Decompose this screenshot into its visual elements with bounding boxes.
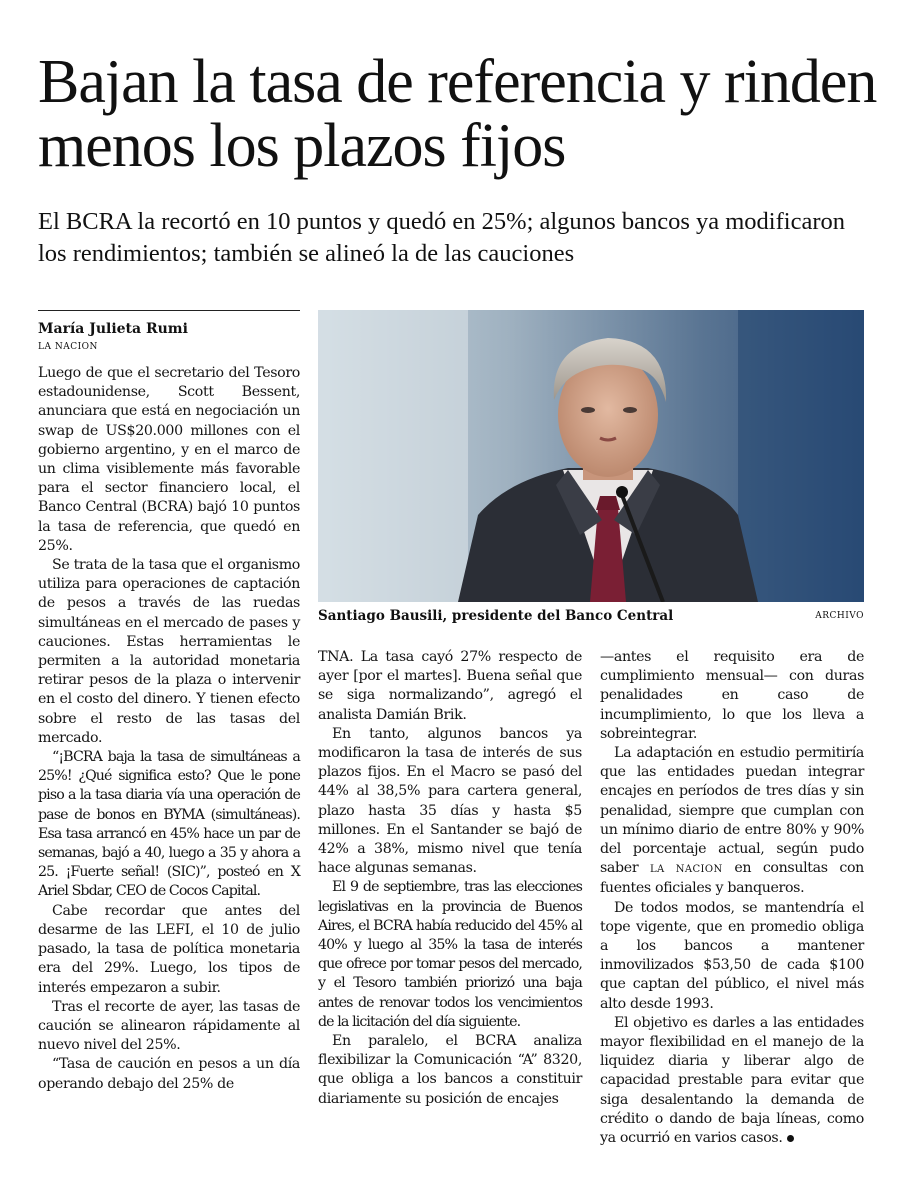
- article-column-2: [318, 648, 582, 1109]
- photo-caption: Santiago Bausili, presidente del Banco Central: [318, 608, 674, 624]
- article-paragraph: TNA. La tasa cayó 27% respecto de ayer [por el martes]. Buena señal que se siga normalizando”, agregó el analista Damián Brik.: [318, 649, 582, 723]
- article-paragraph: Tras el recorte de ayer, las tasas de caución se alinearon rápidamente al nuevo nivel del 25%.: [38, 998, 300, 1054]
- article-paragraph: El 9 de septiembre, tras las elecciones legislativas en la provincia de Buenos Aires, el BCRA había reducido del 45% al 40% y luego al 35% la tasa de interés que ofrece por tomar pesos del mercado, y el Tesoro también priorizó una baja antes de renovar todos los vencimientos de la licitación del día siguiente.: [318, 879, 582, 1030]
- article-column-1: [38, 364, 300, 1094]
- news-photo: [318, 310, 864, 602]
- author-name: María Julieta Rumi: [38, 321, 188, 337]
- article-paragraph: “¡BCRA baja la tasa de simultáneas a 25%! ¿Qué significa esto? Que le pone piso a la tasa diaria vía una operación de pase de bonos en BYMA (simultáneas). Esa tasa arrancó en 45% hace un par de semanas, bajó a 40, luego a 35 y ahora a 25. ¡Fuerte señal! (SIC)”, posteó en X Ariel Sbdar, CEO de Cocos Capital.: [38, 749, 300, 900]
- article-paragraph: Luego de que el secretario del Tesoro estadounidense, Scott Bessent, anunciara que está en negociación un swap de US$20.000 millones con el gobierno argentino, y en el marco de un clima visiblemente más favorable para el sector financiero local, el Banco Central (BCRA) bajó 10 puntos la tasa de referencia, que quedó en 25%.: [38, 365, 300, 554]
- article-paragraph: Cabe recordar que antes del desarme de las LEFI, el 10 de julio pasado, la tasa de política monetaria era del 29%. Luego, los tipos de interés empezaron a subir.: [38, 902, 300, 996]
- subheadline: El BCRA la recortó en 10 puntos y quedó en 25%; algunos bancos ya modificaron los rendimientos; también se alineó la de las cauciones: [38, 208, 845, 267]
- article-paragraph: [600, 744, 864, 899]
- article-paragraph: [600, 1014, 864, 1148]
- byline-divider: [38, 310, 300, 311]
- headline: Bajan la tasa de referencia y rinden menos los plazos fijos: [38, 48, 877, 180]
- article-paragraph: De todos modos, se mantendría el tope vigente, que en promedio obliga a los bancos a mantener inmovilizados $53,50 de cada $100 que captan del público, el nivel más alto desde 1993.: [600, 899, 864, 1012]
- outlet-mention: LA NACION: [649, 864, 723, 876]
- author-outlet: LA NACION: [38, 342, 98, 352]
- paragraph-text: La adaptación en estudio permitiría que las entidades puedan integrar encajes en períodos de tres días y sin penalidad, siempre que cumplan con un mínimo diario de entre 80% y 90% del porcentaje actual, según pudo saber: [600, 745, 864, 877]
- end-of-article-icon: [787, 1135, 794, 1142]
- article-paragraph: “Tasa de caución en pesos a un día operando debajo del 25% de: [38, 1056, 300, 1092]
- paragraph-text: en consultas con fuentes oficiales y banqueros.: [600, 860, 864, 897]
- article-paragraph: En paralelo, el BCRA analiza flexibilizar la Comunicación “A” 8320, que obliga a los bancos a constituir diariamente su posición de encajes: [318, 1033, 582, 1107]
- article-column-3: [600, 648, 864, 1148]
- article-paragraph: En tanto, algunos bancos ya modificaron la tasa de interés de sus plazos fijos. En el Macro se pasó del 44% al 38,5% para cartera general, plazo hasta 35 días y hasta $5 millones. En el Santander se bajó de 42% a 38%, mismo nivel que tenía hace algunas semanas.: [318, 725, 582, 877]
- portrait-photo: [318, 310, 864, 602]
- article-paragraph: Se trata de la tasa que el organismo utiliza para operaciones de captación de pesos a través de las ruedas simultáneas en el mercado de pases y cauciones. Estas herramientas le permiten a la autoridad monetaria retirar pesos de la plaza o intervenir en el costo del dinero. Y tienen efecto sobre el resto de las tasas del mercado.: [38, 557, 300, 746]
- article-paragraph: —antes el requisito era de cumplimiento mensual— con duras penalidades en caso de incumplimiento, lo que los lleva a sobreintegrar.: [600, 649, 864, 742]
- photo-credit: ARCHIVO: [815, 611, 864, 621]
- paragraph-text: El objetivo es darles a las entidades mayor flexibilidad en el manejo de la liquidez diaria y liberar algo de capacidad prestable para evitar que siga desalentando la demanda de crédito o dando de baja líneas, como ya ocurrió en varios casos.: [600, 1014, 864, 1147]
